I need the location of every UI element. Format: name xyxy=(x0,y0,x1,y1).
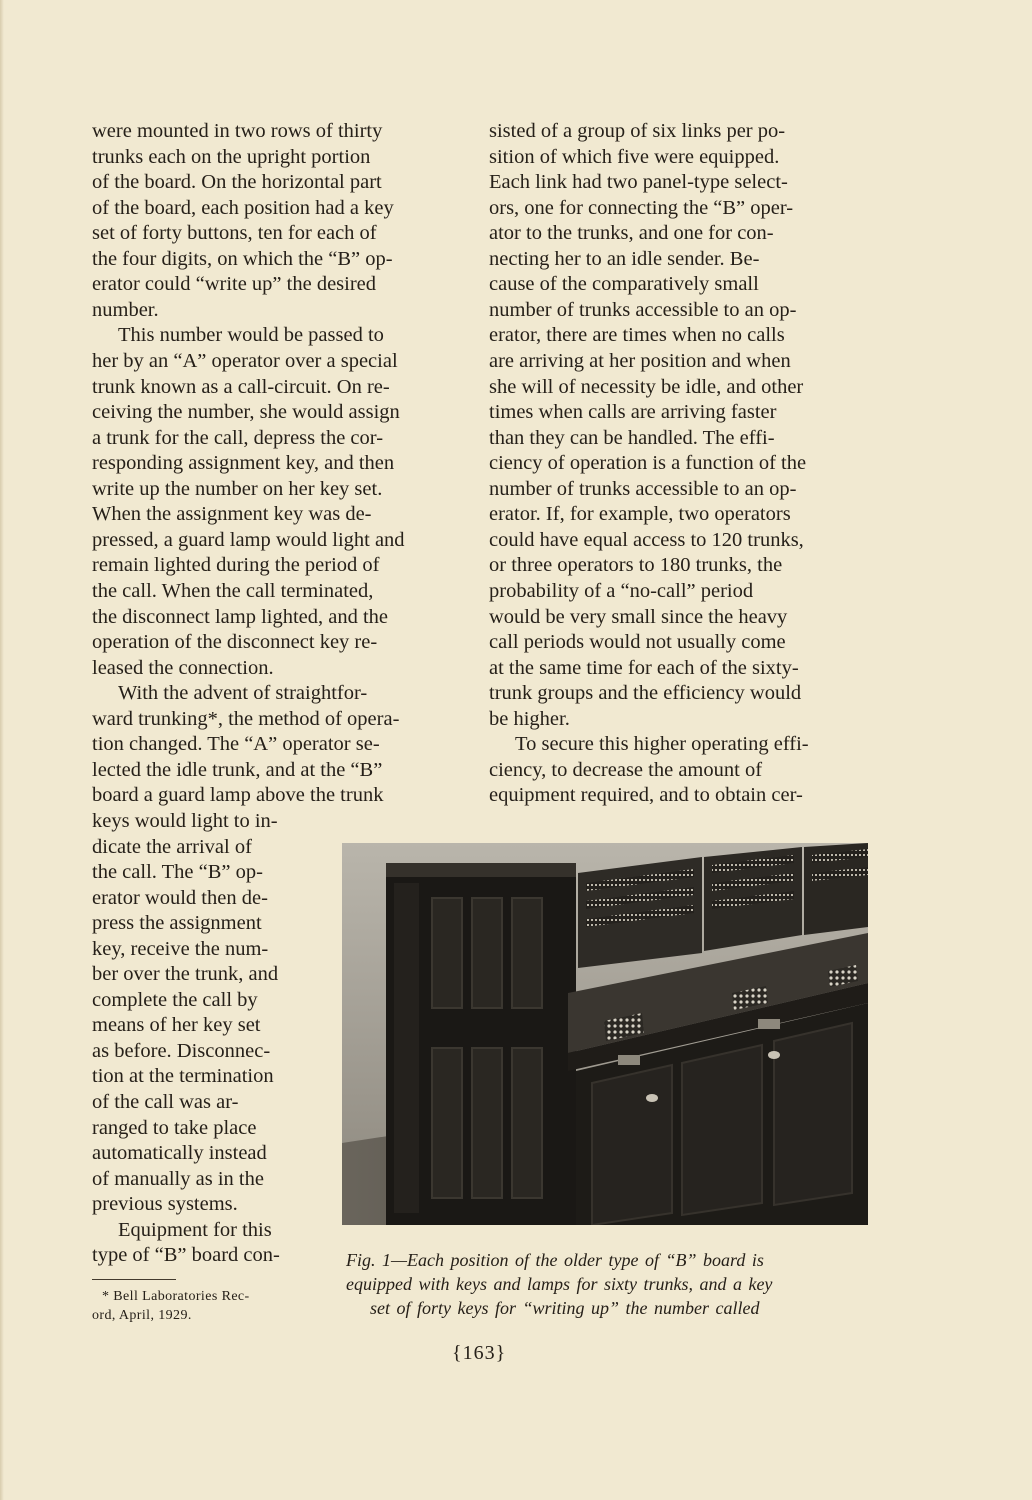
text-line: erator, there are times when no calls xyxy=(489,324,785,346)
text-line: dicate the arrival of xyxy=(92,836,252,858)
text-line: of the board, each position had a key xyxy=(92,197,394,219)
text-line: times when calls are arriving faster xyxy=(489,401,777,423)
text-line: probability of a “no-call” period xyxy=(489,580,754,602)
text-line: necting her to an idle sender. Be- xyxy=(489,248,760,270)
text-line: were mounted in two rows of thirty xyxy=(92,120,383,142)
text-line: To secure this higher operating effi- xyxy=(515,733,809,755)
figure-photo xyxy=(342,843,868,1225)
text-line: trunk known as a call-circuit. On re- xyxy=(92,376,390,398)
text-line: cause of the comparatively small xyxy=(489,273,759,295)
text-line: ors, one for connecting the “B” oper- xyxy=(489,197,794,219)
footnote-rule xyxy=(92,1279,176,1280)
text-line: leased the connection. xyxy=(92,657,274,679)
text-line: type of “B” board con- xyxy=(92,1244,280,1266)
text-line: When the assignment key was de- xyxy=(92,503,372,525)
text-line: ciency of operation is a function of the xyxy=(489,452,807,474)
text-line: as before. Disconnec- xyxy=(92,1040,271,1062)
text-line: With the advent of straightfor- xyxy=(118,682,368,704)
text-line: lected the idle trunk, and at the “B” xyxy=(92,759,383,781)
text-line: trunks each on the upright portion xyxy=(92,146,371,168)
text-line: the call. The “B” op- xyxy=(92,861,263,883)
text-line: she will of necessity be idle, and other xyxy=(489,376,804,398)
text-line: keys would light to in- xyxy=(92,810,278,832)
page-edge-shadow xyxy=(0,0,4,1500)
caption-line: set of forty keys for “writing up” the number called xyxy=(370,1298,760,1318)
text-line: ward trunking*, the method of opera- xyxy=(92,708,400,730)
text-line: This number would be passed to xyxy=(118,324,384,346)
text-line: key, receive the num- xyxy=(92,938,269,960)
text-line: number of trunks accessible to an op- xyxy=(489,299,797,321)
text-line: ator to the trunks, and one for con- xyxy=(489,222,774,244)
text-line: would be very small since the heavy xyxy=(489,606,788,628)
text-line: or three operators to 180 trunks, the xyxy=(489,554,783,576)
text-line: write up the number on her key set. xyxy=(92,478,383,500)
text-line: press the assignment xyxy=(92,912,262,934)
text-line: ciency, to decrease the amount of xyxy=(489,759,763,781)
text-line: tion at the termination xyxy=(92,1065,274,1087)
text-line: automatically instead xyxy=(92,1142,267,1164)
text-line: sisted of a group of six links per po- xyxy=(489,120,786,142)
footnote-line: ord, April, 1929. xyxy=(92,1308,192,1323)
text-line: a trunk for the call, depress the cor- xyxy=(92,427,384,449)
text-line: than they can be handled. The effi- xyxy=(489,427,775,449)
text-line: of the call was ar- xyxy=(92,1091,239,1113)
text-line: set of forty buttons, ten for each of xyxy=(92,222,377,244)
text-line: ranged to take place xyxy=(92,1117,257,1139)
caption-line: equipped with keys and lamps for sixty trunks, and a key xyxy=(346,1274,773,1294)
text-line: the four digits, on which the “B” op- xyxy=(92,248,393,270)
text-line: tion changed. The “A” operator se- xyxy=(92,733,380,755)
text-line: ceiving the number, she would assign xyxy=(92,401,400,423)
text-line: number. xyxy=(92,299,159,321)
text-line: her by an “A” operator over a special xyxy=(92,350,398,372)
footnote-line: * Bell Laboratories Rec- xyxy=(102,1289,250,1304)
text-line: previous systems. xyxy=(92,1193,238,1215)
text-line: Each link had two panel-type select- xyxy=(489,171,788,193)
text-line: pressed, a guard lamp would light and xyxy=(92,529,405,551)
text-line: equipment required, and to obtain cer- xyxy=(489,784,803,806)
text-line: erator could “write up” the desired xyxy=(92,273,377,295)
text-line: could have equal access to 120 trunks, xyxy=(489,529,804,551)
text-line: the disconnect lamp lighted, and the xyxy=(92,606,389,628)
text-line: operation of the disconnect key re- xyxy=(92,631,378,653)
text-line: be higher. xyxy=(489,708,570,730)
page-number: {163} xyxy=(452,1342,507,1364)
text-line: erator. If, for example, two operators xyxy=(489,503,791,525)
text-line: erator would then de- xyxy=(92,887,268,909)
switchboard-photo xyxy=(342,843,868,1225)
text-line: ber over the trunk, and xyxy=(92,963,279,985)
caption-line: Fig. 1—Each position of the older type of “B” board is xyxy=(346,1250,764,1270)
text-line: means of her key set xyxy=(92,1014,261,1036)
text-line: are arriving at her position and when xyxy=(489,350,791,372)
text-line: board a guard lamp above the trunk xyxy=(92,784,384,806)
text-line: Equipment for this xyxy=(118,1219,272,1241)
text-line: complete the call by xyxy=(92,989,258,1011)
text-line: of manually as in the xyxy=(92,1168,264,1190)
text-line: the call. When the call terminated, xyxy=(92,580,374,602)
text-line: remain lighted during the period of xyxy=(92,554,380,576)
text-line: call periods would not usually come xyxy=(489,631,786,653)
text-line: responding assignment key, and then xyxy=(92,452,395,474)
text-line: sition of which five were equipped. xyxy=(489,146,780,168)
text-line: trunk groups and the efficiency would xyxy=(489,682,802,704)
text-line: number of trunks accessible to an op- xyxy=(489,478,797,500)
text-line: at the same time for each of the sixty- xyxy=(489,657,799,679)
text-line: of the board. On the horizontal part xyxy=(92,171,382,193)
